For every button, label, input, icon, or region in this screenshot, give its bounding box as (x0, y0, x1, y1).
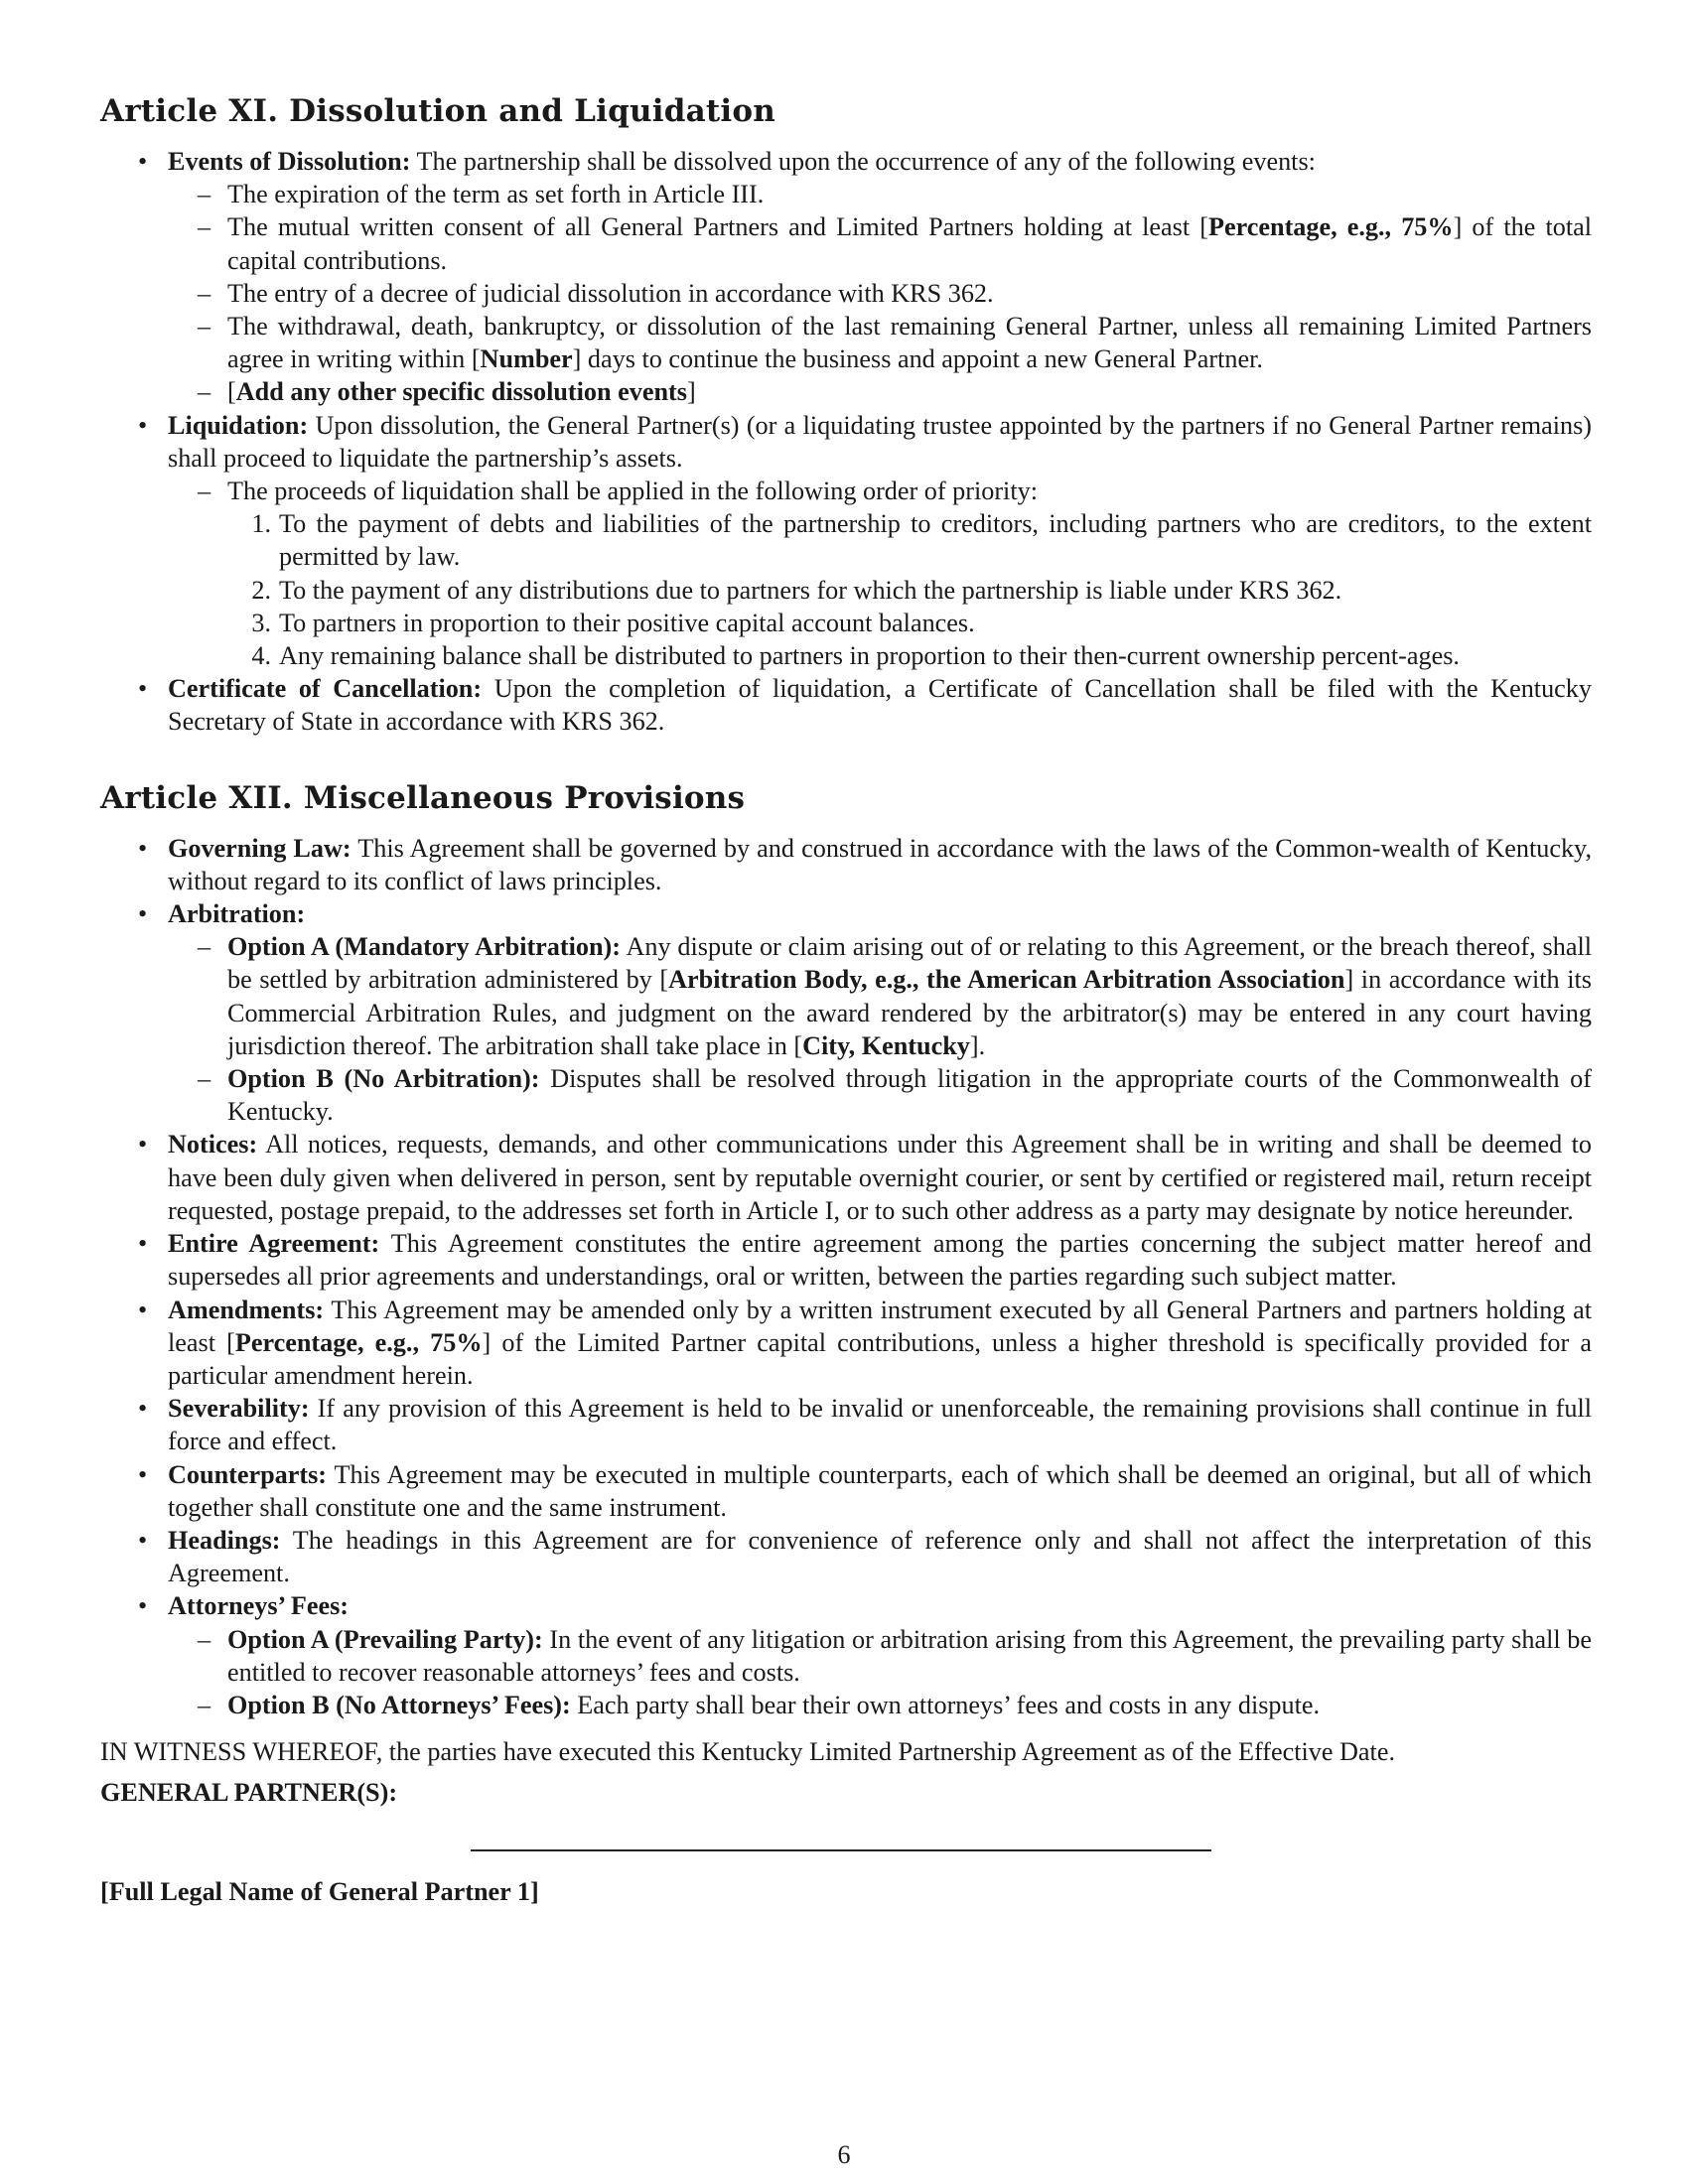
counterparts-label: Counterparts: (168, 1459, 328, 1489)
headings-label: Headings: (168, 1525, 281, 1555)
severability-label: Severability: (168, 1394, 310, 1424)
article-xi-heading: Article XI. Dissolution and Liquidation (100, 93, 775, 129)
dissolution-event (168, 310, 1592, 375)
liquidation-proceeds-item (168, 475, 1592, 672)
dissolution-events-list (168, 178, 1592, 408)
arbitration-option-a (168, 930, 1592, 1062)
headings-item (100, 1524, 1592, 1589)
event-text: The mutual written consent of all General Partners and Limited Partners holding at least [ (227, 212, 1208, 242)
option-a-label: Option A (Prevailing Party): (227, 1624, 543, 1654)
signature-line (471, 1849, 1211, 1851)
event-text: ] (686, 377, 696, 407)
article-xii-heading: Article XII. Miscellaneous Provisions (100, 779, 746, 816)
events-of-dissolution-item (100, 145, 1592, 409)
priority-text: Any remaining balance shall be distributed to partners in proportion to their then-current ownership percent-ages. (279, 641, 1460, 671)
notices-item (100, 1128, 1592, 1227)
cancellation-text: Upon the completion of liquidation, a Certificate of Cancellation shall be filed with the Kentucky Secretary of State in accordance with KRS 362. (168, 674, 1592, 737)
placeholder-city: City, Kentucky (802, 1030, 970, 1060)
option-b-label: Option B (No Attorneys’ Fees): (227, 1690, 571, 1719)
placeholder-percentage: Percentage, e.g., 75% (1207, 212, 1454, 242)
entire-agreement-item (100, 1227, 1592, 1293)
event-text: ] days to continue the business and appoint a new General Partner. (572, 344, 1263, 374)
priority-text: To the payment of any distributions due to partners for which the partnership is liable under KRS 362. (279, 575, 1342, 605)
option-a-label: Option A (Mandatory Arbitration): (227, 932, 622, 962)
events-label: Events of Dissolution: (168, 147, 411, 176)
priority-item (227, 607, 1592, 639)
certificate-of-cancellation-item (100, 672, 1592, 738)
article-xi-list (100, 145, 1592, 739)
priority-number: 4. (251, 641, 271, 671)
entire-agreement-label: Entire Agreement: (168, 1229, 380, 1259)
liquidation-item (100, 409, 1592, 673)
counterparts-item (100, 1458, 1592, 1524)
option-a-text: In the event of any litigation or arbitration arising from this Agreement, the prevailing party shall be entitled to recover reasonable attorneys’ fees and costs. (227, 1624, 1592, 1687)
amendments-label: Amendments: (168, 1295, 325, 1324)
article-xii-list (100, 832, 1592, 1721)
dissolution-event: – The entry of a decree of judicial dissolution in accordance with KRS 362. (168, 277, 1592, 310)
arbitration-option-b (168, 1062, 1592, 1128)
option-a-text: Any dispute or claim arising out of or relating to this Agreement, or the breach thereof, shall be settled by arbitration administered by [ (227, 932, 1593, 995)
page-content (100, 91, 1592, 1908)
events-intro: The partnership shall be dissolved upon the occurrence of any of the following events: (410, 147, 1316, 176)
attorneys-fees-options (168, 1623, 1592, 1722)
placeholder-other-events: Add any other specific dissolution events (235, 377, 687, 407)
priority-number: 3. (251, 608, 271, 637)
priority-list (227, 507, 1592, 672)
liquidation-sublist (168, 475, 1592, 672)
liquidation-proceeds-text: The proceeds of liquidation shall be applied in the following order of priority: (227, 477, 1038, 506)
entire-agreement-text: This Agreement constitutes the entire agreement among the parties concerning the subject matter hereof and supersedes all prior agreements and understandings, oral or written, between the parties regarding such subject matter. (168, 1229, 1592, 1292)
priority-number: 2. (251, 575, 271, 605)
priority-item (227, 574, 1592, 607)
liquidation-text: Upon dissolution, the General Partner(s) (or a liquidating trustee appointed by the partners if no General Partner remains) shall proceed to liquidate the partnership’s assets. (168, 410, 1592, 473)
event-text: ] of the total capital contributions. (227, 212, 1592, 275)
option-b-text: Disputes shall be resolved through litigation in the appropriate courts of the Commonwealth of Kentucky. (227, 1064, 1592, 1127)
dissolution-event (168, 375, 1592, 408)
headings-text: The headings in this Agreement are for convenience of reference only and shall not affect the interpretation of this Agreement. (168, 1525, 1592, 1588)
notices-label: Notices: (168, 1130, 258, 1160)
option-a-text: ] in accordance with its Commercial Arbitration Rules, and judgment on the award rendered by the arbitrator(s) may be entered in any court having jurisdiction thereof. The arbitration shall take place in [ (227, 965, 1592, 1060)
priority-number: 1. (251, 509, 271, 539)
severability-text: If any provision of this Agreement is held to be invalid or unenforceable, the remaining provisions shall continue in full force and effect. (168, 1394, 1592, 1456)
dissolution-event: – The expiration of the term as set forth in Article III. (168, 178, 1592, 210)
page-number: 6 (837, 2140, 851, 2169)
witness-clause: IN WITNESS WHEREOF, the parties have executed this Kentucky Limited Partnership Agreement as of the Effective Date. (100, 1737, 1396, 1767)
placeholder-arbitration-body: Arbitration Body, e.g., the American Arbitration Association (668, 965, 1345, 995)
attorneys-fees-option-b (168, 1689, 1592, 1721)
arbitration-label: Arbitration: (168, 899, 306, 929)
notices-text: All notices, requests, demands, and other communications under this Agreement shall be in writing and shall be deemed to have been duly given when delivered in person, sent by reputable overnight courier, or sent by certified or registered mail, return receipt requested, postage prepaid, to the addresses set forth in Article I, or to such other address as a party may designate by notice hereunder. (168, 1130, 1592, 1225)
dissolution-event (168, 210, 1592, 276)
event-text: [ (227, 377, 236, 407)
attorneys-fees-item (100, 1589, 1592, 1721)
event-text: The withdrawal, death, bankruptcy, or dissolution of the last remaining General Partner, unless all remaining Limited Partners agree in writing within [ (227, 312, 1592, 374)
placeholder-number: Number (480, 344, 573, 374)
option-a-text: ]. (969, 1030, 986, 1060)
attorneys-fees-label: Attorneys’ Fees: (168, 1591, 350, 1621)
amendments-item (100, 1294, 1592, 1393)
liquidation-label: Liquidation: (168, 410, 309, 440)
cancellation-label: Certificate of Cancellation: (168, 674, 483, 704)
attorneys-fees-option-a (168, 1623, 1592, 1689)
governing-law-item (100, 832, 1592, 897)
amendments-text: ] of the Limited Partner capital contributions, unless a higher threshold is specifically provided for a particular amendment herein. (168, 1327, 1592, 1390)
severability-item (100, 1392, 1592, 1457)
priority-item (227, 639, 1592, 672)
arbitration-options (168, 930, 1592, 1128)
counterparts-text: This Agreement may be executed in multiple counterparts, each of which shall be deemed an original, but all of which together shall constitute one and the same instrument. (168, 1459, 1592, 1522)
option-b-label: Option B (No Arbitration): (227, 1064, 540, 1094)
general-partners-heading: GENERAL PARTNER(S): (100, 1778, 398, 1808)
amendments-text: This Agreement may be amended only by a written instrument executed by all General Partners and partners holding at least [ (168, 1295, 1592, 1357)
option-b-text: Each party shall bear their own attorneys’ fees and costs in any dispute. (570, 1690, 1321, 1719)
general-partner-name-placeholder: [Full Legal Name of General Partner 1] (100, 1876, 539, 1906)
priority-item (227, 507, 1592, 573)
placeholder-percentage: Percentage, e.g., 75% (234, 1327, 483, 1357)
priority-text: To partners in proportion to their positive capital account balances. (279, 608, 975, 637)
arbitration-item (100, 897, 1592, 1128)
governing-law-label: Governing Law: (168, 833, 352, 863)
priority-text: To the payment of debts and liabilities of the partnership to creditors, including partners who are creditors, to the extent permitted by law. (279, 509, 1592, 572)
governing-law-text: This Agreement shall be governed by and construed in accordance with the laws of the Common-wealth of Kentucky, without regard to its conflict of laws principles. (168, 833, 1592, 895)
